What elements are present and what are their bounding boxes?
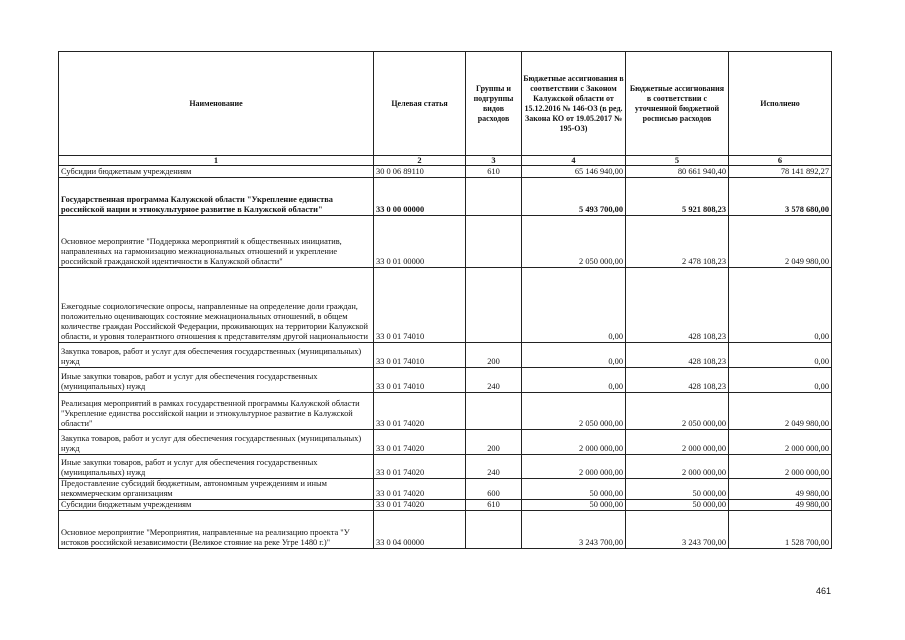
cell-group: 600: [466, 479, 522, 500]
cell-executed: 0,00: [729, 268, 832, 343]
column-number: 4: [522, 156, 626, 166]
table-row: [59, 430, 832, 455]
header-refined: Бюджетные ассигнования в соответствии с уточненной бюджетной росписью расходов: [626, 52, 729, 156]
header-row: [59, 52, 832, 156]
cell-law: 5 493 700,00: [522, 178, 626, 216]
column-number: 5: [626, 156, 729, 166]
cell-law: 2 000 000,00: [522, 430, 626, 455]
table-row: [59, 393, 832, 430]
cell-refined: 428 108,23: [626, 268, 729, 343]
page-number: 461: [816, 586, 832, 596]
header-groups: Группы и подгруппы видов расходов: [466, 52, 522, 156]
column-number: 6: [729, 156, 832, 166]
table-row: [59, 343, 832, 368]
cell-law: 2 050 000,00: [522, 393, 626, 430]
cell-name: Иные закупки товаров, работ и услуг для обеспечения государственных (муниципальных) нужд: [59, 455, 374, 479]
header-law: Бюджетные ассигнования в соответствии с Законом Калужской области от 15.12.2016 № 146-ОЗ (в ред. Закона КО от 19.05.2017 № 195-ОЗ): [522, 52, 626, 156]
cell-executed: 0,00: [729, 368, 832, 393]
cell-refined: 428 108,23: [626, 368, 729, 393]
cell-executed: 3 578 680,00: [729, 178, 832, 216]
cell-code: 33 0 04 00000: [374, 511, 466, 549]
cell-code: 33 0 01 74020: [374, 500, 466, 511]
cell-refined: 80 661 940,40: [626, 166, 729, 178]
cell-executed: 2 049 980,00: [729, 393, 832, 430]
cell-executed: 2 049 980,00: [729, 216, 832, 268]
cell-group: 240: [466, 368, 522, 393]
cell-code: 33 0 01 74020: [374, 430, 466, 455]
table-row: [59, 166, 832, 178]
cell-group: [466, 216, 522, 268]
cell-refined: 428 108,23: [626, 343, 729, 368]
cell-name: Основное мероприятие "Поддержка мероприятий к общественных инициатив, направленных на гармонизацию межнациональных отношений и укрепление российской гражданской идентичности в Калужской области": [59, 216, 374, 268]
cell-name: Реализация мероприятий в рамках государственной программы Калужской области "Укрепление единства российской нации и этнокультурное развитие в Калужской области": [59, 393, 374, 430]
table-row: [59, 511, 832, 549]
cell-name: Основное мероприятие "Мероприятия, направленные на реализацию проекта "У истоков российской независимости (Великое стояние на реке Угре 1480 г.)": [59, 511, 374, 549]
cell-name: Закупка товаров, работ и услуг для обеспечения государственных (муниципальных) нужд: [59, 430, 374, 455]
cell-group: [466, 511, 522, 549]
table-row: [59, 268, 832, 343]
cell-group: [466, 268, 522, 343]
cell-law: 50 000,00: [522, 500, 626, 511]
cell-law: 3 243 700,00: [522, 511, 626, 549]
table-row: [59, 455, 832, 479]
column-number: 1: [59, 156, 374, 166]
cell-executed: 49 980,00: [729, 500, 832, 511]
table-row: [59, 216, 832, 268]
cell-code: 33 0 01 74020: [374, 479, 466, 500]
cell-executed: 49 980,00: [729, 479, 832, 500]
cell-code: 33 0 01 74010: [374, 268, 466, 343]
column-number: 3: [466, 156, 522, 166]
header-name: Наименование: [59, 52, 374, 156]
budget-table: [58, 51, 832, 549]
cell-group: 610: [466, 500, 522, 511]
cell-code: 33 0 01 00000: [374, 216, 466, 268]
cell-law: 50 000,00: [522, 479, 626, 500]
cell-executed: 2 000 000,00: [729, 455, 832, 479]
cell-executed: 1 528 700,00: [729, 511, 832, 549]
cell-group: 200: [466, 430, 522, 455]
cell-name: Субсидии бюджетным учреждениям: [59, 500, 374, 511]
cell-group: 240: [466, 455, 522, 479]
header-code: Целевая статья: [374, 52, 466, 156]
cell-law: 65 146 940,00: [522, 166, 626, 178]
table-row: [59, 500, 832, 511]
cell-law: 2 000 000,00: [522, 455, 626, 479]
cell-refined: 2 478 108,23: [626, 216, 729, 268]
header-executed: Исполнено: [729, 52, 832, 156]
cell-law: 2 050 000,00: [522, 216, 626, 268]
cell-name: Государственная программа Калужской области "Укрепление единства российской нации и этнокультурное развитие в Калужской области": [59, 178, 374, 216]
cell-law: 0,00: [522, 268, 626, 343]
column-number: 2: [374, 156, 466, 166]
cell-code: 33 0 01 74010: [374, 368, 466, 393]
cell-code: 33 0 00 00000: [374, 178, 466, 216]
cell-law: 0,00: [522, 368, 626, 393]
cell-code: 33 0 01 74020: [374, 455, 466, 479]
cell-group: [466, 178, 522, 216]
cell-law: 0,00: [522, 343, 626, 368]
column-number-row: [59, 156, 832, 166]
cell-refined: 5 921 808,23: [626, 178, 729, 216]
cell-name: Закупка товаров, работ и услуг для обеспечения государственных (муниципальных) нужд: [59, 343, 374, 368]
cell-name: Иные закупки товаров, работ и услуг для обеспечения государственных (муниципальных) нужд: [59, 368, 374, 393]
cell-group: 200: [466, 343, 522, 368]
cell-group: 610: [466, 166, 522, 178]
cell-code: 30 0 06 89110: [374, 166, 466, 178]
cell-refined: 2 000 000,00: [626, 430, 729, 455]
cell-group: [466, 393, 522, 430]
cell-name: Предоставление субсидий бюджетным, автономным учреждениям и иным некоммерческим организациям: [59, 479, 374, 500]
cell-code: 33 0 01 74010: [374, 343, 466, 368]
cell-refined: 3 243 700,00: [626, 511, 729, 549]
cell-code: 33 0 01 74020: [374, 393, 466, 430]
table-row: [59, 479, 832, 500]
cell-name: Ежегодные социологические опросы, направленные на определение доли граждан, положительно оценивающих состояние межнациональных отношений, в общем количестве граждан Российской Федерации, проживающих на территории Калужской области, и уровня толерантного отношения к представителям другой национальности: [59, 268, 374, 343]
cell-refined: 2 050 000,00: [626, 393, 729, 430]
cell-executed: 78 141 892,27: [729, 166, 832, 178]
cell-refined: 2 000 000,00: [626, 455, 729, 479]
cell-executed: 0,00: [729, 343, 832, 368]
cell-name: Субсидии бюджетным учреждениям: [59, 166, 374, 178]
cell-refined: 50 000,00: [626, 479, 729, 500]
cell-refined: 50 000,00: [626, 500, 729, 511]
table-row: [59, 368, 832, 393]
table-body: [59, 166, 832, 549]
table-row: [59, 178, 832, 216]
cell-executed: 2 000 000,00: [729, 430, 832, 455]
